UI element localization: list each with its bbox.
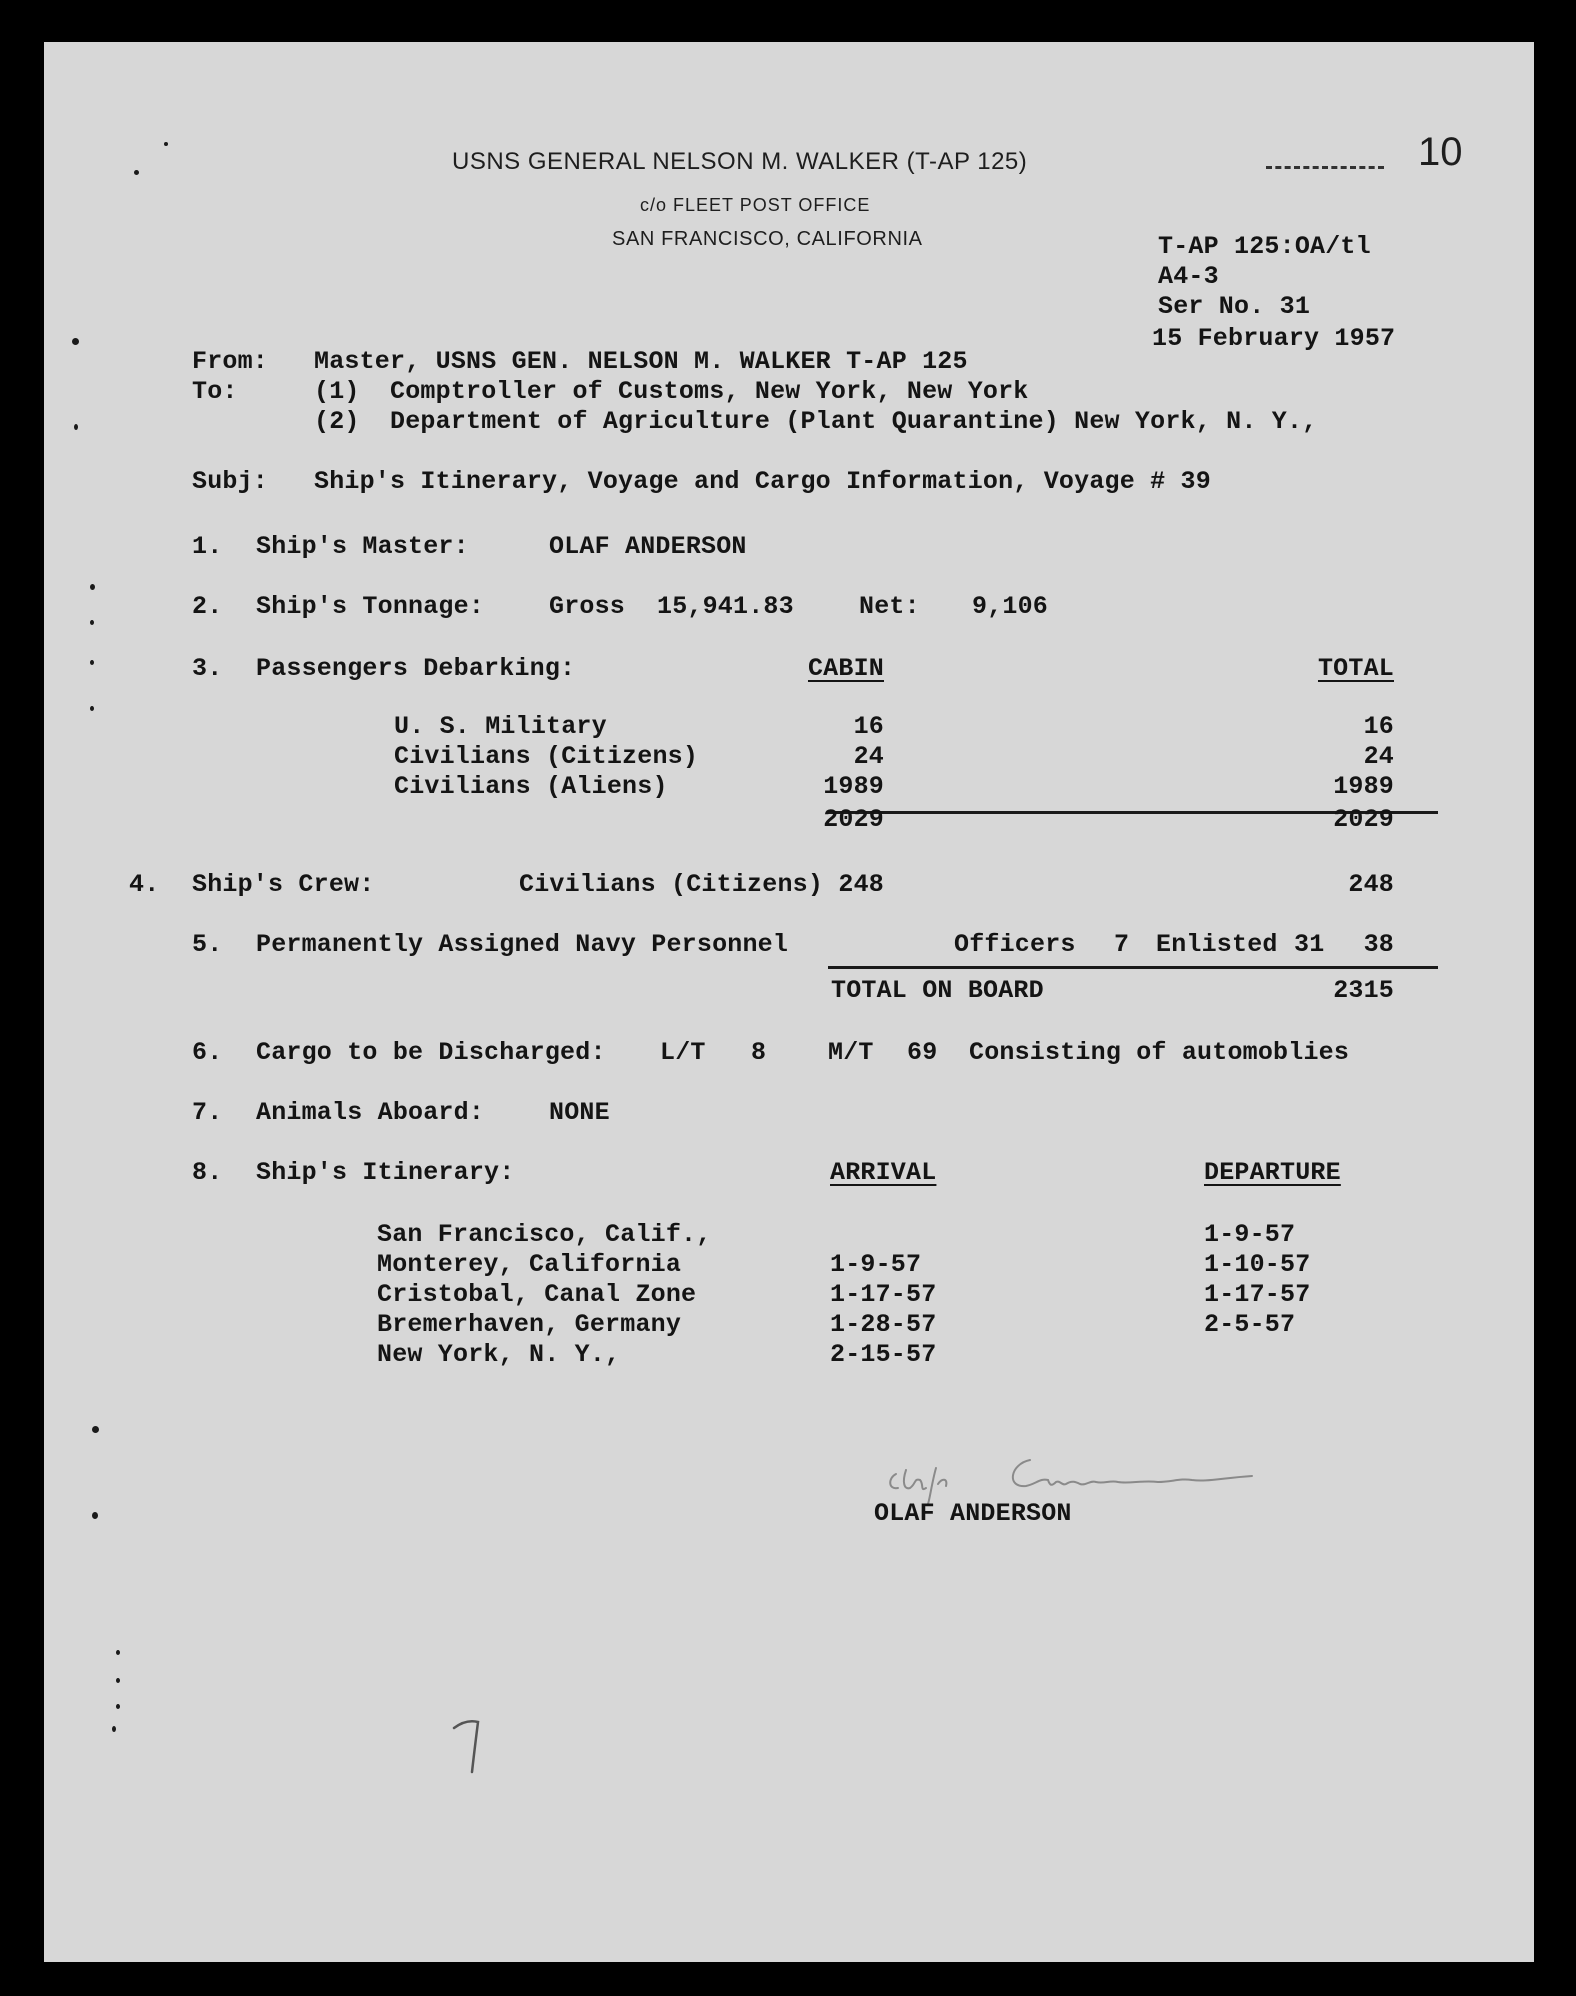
item-8-number: 8. xyxy=(192,1158,223,1187)
item-8-label: Ship's Itinerary: xyxy=(256,1158,515,1187)
item-5-label: Permanently Assigned Navy Personnel xyxy=(256,930,789,959)
margin-pencil-mark xyxy=(448,1710,488,1780)
col-header-departure: DEPARTURE xyxy=(1204,1158,1341,1187)
item-2-label: Ship's Tonnage: xyxy=(256,592,485,621)
passenger-category: Civilians (Citizens) xyxy=(394,742,699,771)
scan-speck xyxy=(90,660,94,665)
item-7-number: 7. xyxy=(192,1098,223,1127)
item-2-number: 2. xyxy=(192,592,223,621)
item-4-label: Ship's Crew: xyxy=(192,870,375,899)
scan-speck xyxy=(90,706,94,711)
passenger-cabin-sum: 2029 xyxy=(823,805,884,834)
letterhead-fpo: c/o FLEET POST OFFICE xyxy=(640,195,871,215)
lt-value: 8 xyxy=(751,1038,767,1067)
item-3-number: 3. xyxy=(192,654,223,683)
to-label: To: xyxy=(192,377,238,406)
col-header-total: TOTAL xyxy=(1317,654,1394,683)
mt-label: M/T xyxy=(828,1038,874,1067)
navy-personnel-total: 38 xyxy=(1363,930,1394,959)
subj-label: Subj: xyxy=(192,467,269,496)
scan-speck xyxy=(116,1678,120,1683)
to-recipient-2: (2) Department of Agriculture (Plant Quarantine) New York, N. Y., xyxy=(314,407,1318,436)
itinerary-port: New York, N. Y., xyxy=(377,1340,621,1369)
gross-label: Gross xyxy=(549,592,626,621)
total-on-board-label: TOTAL ON BOARD xyxy=(831,976,1044,1005)
itinerary-departure: 1-17-57 xyxy=(1204,1280,1311,1309)
item-6-label: Cargo to be Discharged: xyxy=(256,1038,606,1067)
itinerary-departure: 1-9-57 xyxy=(1204,1220,1296,1249)
handwritten-signature xyxy=(880,1438,1340,1508)
scan-speck xyxy=(90,620,94,625)
col-header-arrival: ARRIVAL xyxy=(830,1158,937,1187)
gross-tonnage: 15,941.83 xyxy=(657,592,794,621)
total-on-board-value: 2315 xyxy=(1333,976,1394,1005)
enlisted-label: Enlisted xyxy=(1156,930,1278,959)
itinerary-port: Monterey, California xyxy=(377,1250,682,1279)
scan-speck xyxy=(116,1704,120,1709)
itinerary-arrival: 1-28-57 xyxy=(830,1310,937,1339)
net-tonnage: 9,106 xyxy=(972,592,1049,621)
passenger-total: 16 xyxy=(1363,712,1394,741)
subj-value: Ship's Itinerary, Voyage and Cargo Information, Voyage # 39 xyxy=(314,467,1211,496)
mt-value: 69 xyxy=(907,1038,938,1067)
scan-speck xyxy=(164,142,168,146)
item-3-label: Passengers Debarking: xyxy=(256,654,576,683)
passenger-total: 1989 xyxy=(1333,772,1394,801)
lt-label: L/T xyxy=(660,1038,706,1067)
signature-typed-name: OLAF ANDERSON xyxy=(874,1499,1072,1528)
itinerary-arrival: 2-15-57 xyxy=(830,1340,937,1369)
item-7-label: Animals Aboard: xyxy=(256,1098,485,1127)
scan-speck xyxy=(72,338,79,345)
scan-speck xyxy=(112,1726,116,1732)
enlisted-count: 31 xyxy=(1294,930,1325,959)
scan-speck xyxy=(92,1512,98,1519)
ref-date: 15 February 1957 xyxy=(1152,324,1396,353)
item-5-number: 5. xyxy=(192,930,223,959)
col-header-cabin: CABIN xyxy=(807,654,884,683)
passenger-total-sum: 2029 xyxy=(1333,805,1394,834)
from-label: From: xyxy=(192,347,269,376)
crew-cabin: 248 xyxy=(838,870,884,899)
passenger-cabin: 24 xyxy=(853,742,884,771)
itinerary-departure: 2-5-57 xyxy=(1204,1310,1296,1339)
scan-speck xyxy=(134,170,139,175)
item-1-label: Ship's Master: xyxy=(256,532,469,561)
officers-count: 7 xyxy=(1114,930,1130,959)
passenger-total: 24 xyxy=(1363,742,1394,771)
officers-label: Officers xyxy=(954,930,1076,959)
net-label: Net: xyxy=(859,592,920,621)
ref-code: T-AP 125:OA/tl xyxy=(1158,232,1371,261)
passenger-cabin: 16 xyxy=(853,712,884,741)
scan-speck xyxy=(116,1650,120,1655)
scan-speck xyxy=(74,424,78,430)
itinerary-arrival: 1-17-57 xyxy=(830,1280,937,1309)
scan-speck xyxy=(90,584,95,590)
total-on-board-rule xyxy=(828,966,1438,969)
itinerary-port: Cristobal, Canal Zone xyxy=(377,1280,697,1309)
itinerary-departure: 1-10-57 xyxy=(1204,1250,1311,1279)
ref-serial: Ser No. 31 xyxy=(1158,292,1311,321)
passenger-category: U. S. Military xyxy=(394,712,607,741)
page-number: 10 xyxy=(1418,130,1463,174)
animals-value: NONE xyxy=(549,1098,610,1127)
crew-total: 248 xyxy=(1348,870,1394,899)
from-value: Master, USNS GEN. NELSON M. WALKER T-AP 125 xyxy=(314,347,968,376)
passenger-category: Civilians (Aliens) xyxy=(394,772,668,801)
crew-category: Civilians (Citizens) xyxy=(519,870,824,899)
item-4-number: 4. xyxy=(129,870,160,899)
itinerary-port: Bremerhaven, Germany xyxy=(377,1310,682,1339)
letterhead-ship-name: USNS GENERAL NELSON M. WALKER (T-AP 125) xyxy=(452,148,1028,175)
to-recipient-1: (1) Comptroller of Customs, New York, New York xyxy=(314,377,1029,406)
ships-master-name: OLAF ANDERSON xyxy=(549,532,747,561)
item-1-number: 1. xyxy=(192,532,223,561)
ref-file: A4-3 xyxy=(1158,262,1219,291)
dash-marks xyxy=(1266,166,1384,169)
itinerary-arrival: 1-9-57 xyxy=(830,1250,922,1279)
document-page xyxy=(44,42,1534,1962)
cargo-description: Consisting of automoblies xyxy=(969,1038,1350,1067)
passenger-cabin: 1989 xyxy=(823,772,884,801)
letterhead-city: SAN FRANCISCO, CALIFORNIA xyxy=(612,228,923,250)
itinerary-port: San Francisco, Calif., xyxy=(377,1220,712,1249)
item-6-number: 6. xyxy=(192,1038,223,1067)
scan-speck xyxy=(92,1426,99,1433)
